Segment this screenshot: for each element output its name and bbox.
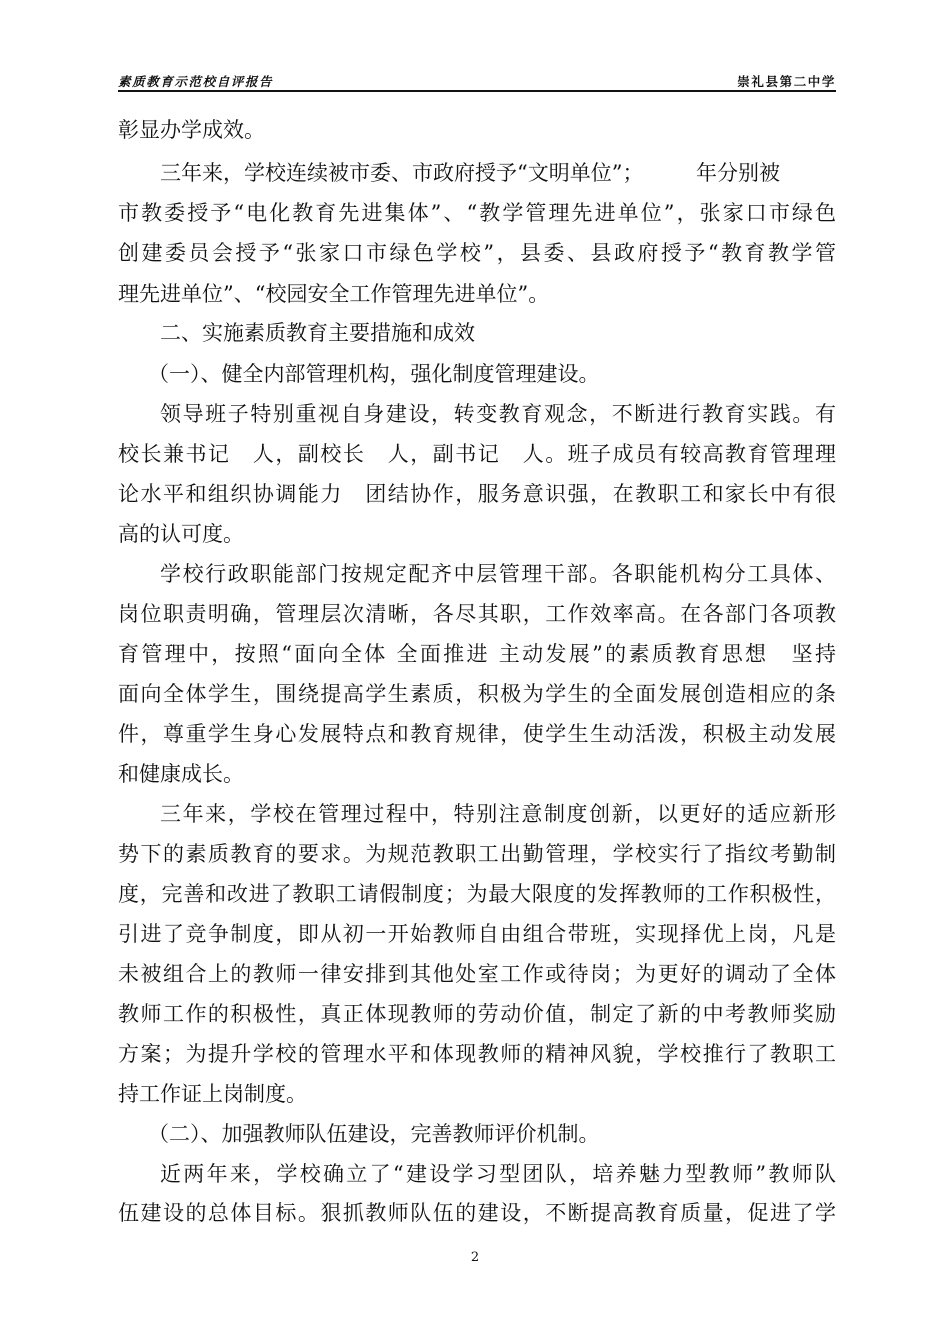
body-line: 高的认可度。 bbox=[118, 522, 244, 546]
body-line: 未被组合上的教师一律安排到其他处室工作或待岗；为更好的调动了全体 bbox=[118, 962, 836, 986]
body-line: 领导班子特别重视自身建设，转变教育观念，不断进行教育实践。有 bbox=[160, 402, 836, 426]
body-line: 岗位职责明确，管理层次清晰，各尽其职，工作效率高。在各部门各项教 bbox=[118, 602, 836, 626]
body-line: 引进了竞争制度，即从初一开始教师自由组合带班，实现择优上岗，凡是 bbox=[118, 922, 836, 946]
section-heading: 二、实施素质教育主要措施和成效 bbox=[160, 321, 475, 345]
body-line: 理先进单位”、“校园安全工作管理先进单位”。 bbox=[118, 282, 550, 306]
body-line: 育管理中，按照“面向全体 全面推进 主动发展”的素质教育思想 坚持 bbox=[118, 642, 836, 666]
header-report-title: 素质教育示范校自评报告 bbox=[118, 74, 274, 89]
body-line: 近两年来，学校确立了“建设学习型团队，培养魅力型教师”教师队 bbox=[160, 1162, 836, 1186]
subsection-heading: （二）、加强教师队伍建设，完善教师评价机制。 bbox=[148, 1122, 600, 1146]
body-line: 持工作证上岗制度。 bbox=[118, 1082, 307, 1106]
subsection-heading: （一）、健全内部管理机构，强化制度管理建设。 bbox=[148, 362, 600, 386]
body-line: 创建委员会授予“张家口市绿色学校”，县委、县政府授予“教育教学管 bbox=[118, 241, 836, 265]
body-line: 件，尊重学生身心发展特点和教育规律，使学生生动活泼，积极主动发展 bbox=[118, 722, 836, 746]
page-number: 2 bbox=[470, 1250, 480, 1265]
body-line: 彰显办学成效。 bbox=[118, 118, 265, 142]
body-line: 校长兼书记 人，副校长 人，副书记 人。班子成员有较高教育管理理 bbox=[118, 442, 836, 466]
body-line: 三年来，学校在管理过程中，特别注意制度创新，以更好的适应新形 bbox=[160, 802, 836, 826]
page-header bbox=[118, 70, 836, 92]
body-line: 度，完善和改进了教职工请假制度；为最大限度的发挥教师的工作积极性， bbox=[118, 882, 836, 906]
body-line: 论水平和组织协调能力 团结协作，服务意识强，在教职工和家长中有很 bbox=[118, 482, 836, 506]
body-line: 和健康成长。 bbox=[118, 762, 244, 786]
body-line: 伍建设的总体目标。狠抓教师队伍的建设，不断提高教育质量，促进了学 bbox=[118, 1201, 836, 1225]
body-line: 市教委授予“电化教育先进集体”、“教学管理先进单位”，张家口市绿色 bbox=[118, 201, 836, 225]
body-line: 势下的素质教育的要求。为规范教职工出勤管理，学校实行了指纹考勤制 bbox=[118, 842, 836, 866]
body-line: 教师工作的积极性，真正体现教师的劳动价值，制定了新的中考教师奖励 bbox=[118, 1002, 836, 1026]
body-line: 方案；为提升学校的管理水平和体现教师的精神风貌，学校推行了教职工 bbox=[118, 1042, 836, 1066]
body-line: 学校行政职能部门按规定配齐中层管理干部。各职能机构分工具体、 bbox=[160, 562, 836, 586]
body-line: 三年来，学校连续被市委、市政府授予“文明单位”； 年分别被 bbox=[160, 161, 780, 185]
body-line: 面向全体学生，围绕提高学生素质，积极为学生的全面发展创造相应的条 bbox=[118, 682, 836, 706]
header-school-name: 崇礼县第二中学 bbox=[737, 74, 836, 89]
